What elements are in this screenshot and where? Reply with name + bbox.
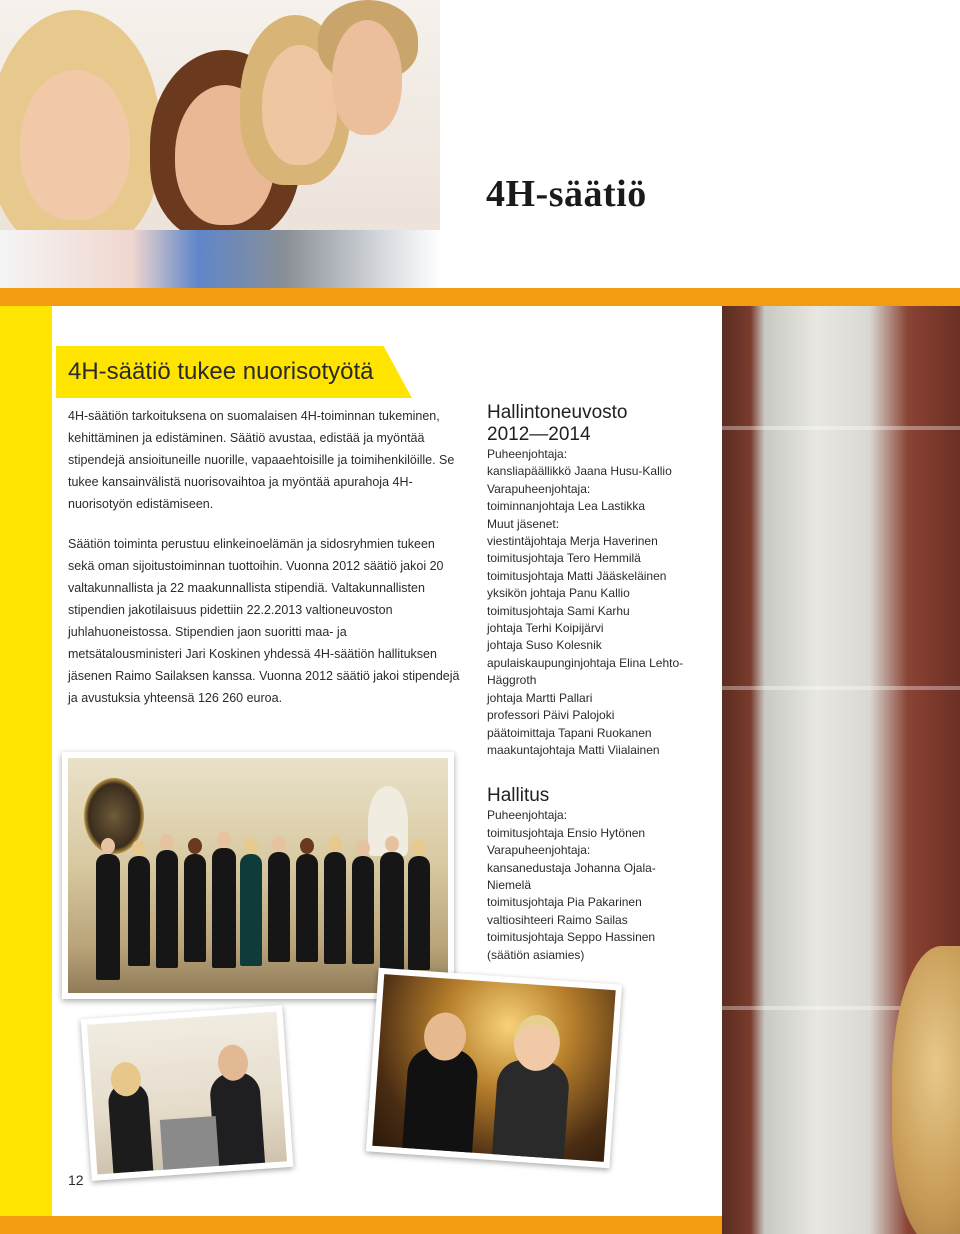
list-item: toimitusjohtaja Sami Karhu	[487, 603, 630, 618]
couple-photo	[366, 968, 622, 1169]
award-photo	[81, 1005, 294, 1181]
list-item: toimitusjohtaja Pia Pakarinen	[487, 895, 642, 910]
group-person	[268, 852, 290, 962]
intro-paragraph-2: Säätiön toiminta perustuu elinkeinoelämän ja sidosryhmien tukeen sekä oman sijoitustoiminnan tuottoihin. Vuonna 2012 säätiö jakoi 20 valtakunnallista ja 22 maakunnallista stipendiä. Valtakunnallisten stipendien jakotilaisuus pidettiin 22.2.2013 valtioneuvoston juhlahuoneistossa. Stipendien jaon suoritti maa- ja metsätalousministeri Jari Koskinen yhdessä 4H-säätiön hallituksen jäsenen Raimo Sailaksen kanssa. Vuonna 2012 säätiö jakoi stipendejä ja avustuksia yhteensä 126 260 euroa.	[68, 537, 460, 705]
list-item: viestintäjohtaja Merja Haverinen	[487, 534, 658, 549]
group-person-head	[412, 840, 426, 856]
hallintoneuvosto-heading: Hallintoneuvosto	[487, 402, 628, 423]
list-item: johtaja Terhi Koipijärvi	[487, 621, 604, 636]
hallintoneuvosto-list	[487, 446, 717, 759]
group-person-head	[356, 840, 370, 856]
list-item: päätoimittaja Tapani Ruokanen	[487, 725, 652, 740]
intro-paragraph-1: 4H-säätiön tarkoituksena on suomalaisen 4H-toiminnan tukeminen, kehittäminen ja edistäminen. Säätiö avustaa, edistää ja myöntää stipendejä ansioituneille nuorille, vapaaehtoisille ja toimihenkilöille. Se tukee kansainvälistä nuorisovaihtoa ja myöntää apurahoja 4H-nuorisotyön edistämiseen.	[68, 409, 455, 511]
group-person-head	[328, 836, 342, 852]
side-photo-plank	[722, 426, 960, 430]
hero-person-1-face	[20, 70, 130, 220]
list-item: toimitusjohtaja Matti Jääskeläinen	[487, 568, 667, 583]
group-person-head	[272, 836, 286, 852]
group-person	[380, 852, 404, 970]
award-podium	[160, 1116, 219, 1170]
group-person	[408, 856, 430, 970]
list-item: Puheenjohtaja:	[487, 808, 568, 823]
top-orange-band	[0, 288, 960, 306]
hero-person-4-face	[332, 20, 402, 135]
group-person	[296, 854, 318, 962]
group-person	[156, 850, 178, 968]
group-person	[240, 854, 262, 966]
list-item: apulaiskaupunginjohtaja Elina Lehto-	[487, 655, 684, 670]
list-item: kansliapäällikkö Jaana Husu-Kallio	[487, 464, 672, 479]
hero-photo	[0, 0, 440, 288]
page-number: 12	[68, 1172, 84, 1188]
hallitus-list	[487, 807, 717, 964]
list-item: johtaja Suso Kolesnik	[487, 638, 602, 653]
hero-clothing	[0, 230, 440, 288]
group-person-head	[132, 840, 146, 856]
group-photo	[62, 752, 454, 999]
group-person-head	[300, 838, 314, 854]
list-item: (säätiön asiamies)	[487, 947, 585, 962]
list-item: valtiosihteeri Raimo Sailas	[487, 912, 628, 927]
list-item: johtaja Martti Pallari	[487, 690, 593, 705]
section-heading: 4H-säätiö tukee nuorisotyötä	[68, 358, 374, 385]
list-item: toimitusjohtaja Ensio Hytönen	[487, 825, 646, 840]
hallitus-heading: Hallitus	[487, 785, 550, 807]
board-listing	[487, 402, 717, 964]
group-person	[324, 852, 346, 964]
intro-text	[68, 405, 463, 727]
yellow-side-panel	[0, 306, 52, 1216]
bottom-orange-band	[0, 1216, 722, 1234]
group-person	[352, 856, 374, 964]
group-person	[128, 856, 150, 966]
list-item: Niemelä	[487, 877, 532, 892]
side-photo-plank	[722, 686, 960, 690]
group-person	[184, 854, 206, 962]
couple-person-2	[491, 1058, 570, 1162]
list-item: toimitusjohtaja Seppo Hassinen	[487, 930, 656, 945]
list-item: Häggroth	[487, 673, 537, 688]
list-item: professori Päivi Palojoki	[487, 708, 615, 723]
side-photo	[722, 306, 960, 1234]
group-person	[96, 854, 120, 980]
list-item: toimitusjohtaja Tero Hemmilä	[487, 551, 641, 566]
group-person-head	[188, 838, 202, 854]
group-person-head	[217, 832, 231, 848]
group-person-head	[385, 836, 399, 852]
group-person-head	[244, 838, 258, 854]
group-person-head	[160, 834, 174, 850]
list-item: toiminnanjohtaja Lea Lastikka	[487, 499, 646, 514]
list-item: Varapuheenjohtaja:	[487, 481, 591, 496]
list-item: maakuntajohtaja Matti Viialainen	[487, 742, 660, 757]
page-title: 4H-säätiö	[486, 173, 647, 215]
group-person-head	[101, 838, 115, 854]
list-item: Puheenjohtaja:	[487, 447, 568, 461]
group-person	[212, 848, 236, 968]
list-item: Varapuheenjohtaja:	[487, 843, 591, 858]
list-item: kansanedustaja Johanna Ojala-	[487, 860, 656, 875]
hallintoneuvosto-period: 2012—2014	[487, 424, 591, 445]
couple-person-1	[402, 1046, 480, 1161]
side-photo-person	[892, 946, 960, 1234]
list-item: yksikön johtaja Panu Kallio	[487, 586, 630, 601]
list-item: Muut jäsenet:	[487, 516, 560, 531]
